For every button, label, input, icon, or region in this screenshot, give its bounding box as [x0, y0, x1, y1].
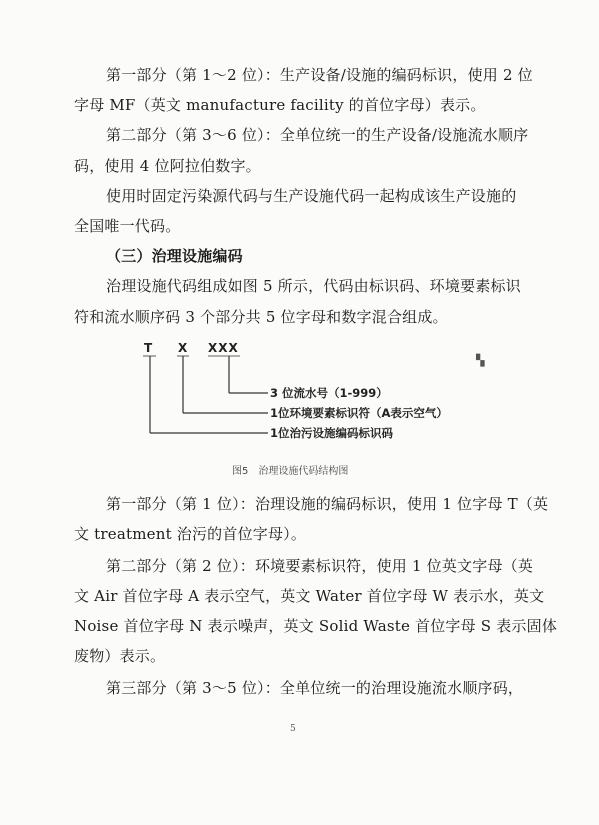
- part-1-line-2: 文 treatment 治污的首位字母）。: [74, 525, 307, 543]
- intro-line-1: 治理设施代码组成如图 5 所示，代码由标识码、环境要素标识: [106, 277, 521, 295]
- figure-caption: 图5 治理设施代码结构图: [232, 466, 349, 477]
- part-2-line-4: 废物）表示。: [74, 647, 166, 665]
- part-3-line-1: 第三部分（第 3～5 位）：全单位统一的治理设施流水顺序码，: [106, 679, 524, 697]
- paragraph-1-line-2: 字母 MF（英文 manufacture facility 的首位字母）表示。: [74, 96, 486, 114]
- paragraph-3-line-1: 使用时固定污染源代码与生产设施代码一起构成该生产设施的: [106, 187, 517, 205]
- part-2-line-1: 第二部分（第 2 位）：环境要素标识符，使用 1 位英文字母（英: [106, 557, 534, 575]
- intro-line-2: 符和流水顺序码 3 个部分共 5 位字母和数字混合组成。: [74, 308, 448, 326]
- label-facility-identifier: 1位治污设施编码标识码: [270, 426, 394, 440]
- paragraph-3-line-2: 全国唯一代码。: [74, 217, 181, 235]
- section-heading: （三）治理设施编码: [106, 247, 243, 265]
- paragraph-2-line-2: 码，使用 4 位阿拉伯数字。: [74, 157, 261, 175]
- code-part-xxx: XXX: [208, 341, 239, 355]
- page-number: 5: [290, 724, 296, 734]
- part-2-line-3: Noise 首位字母 N 表示噪声，英文 Solid Waste 首位字母 S 表示固体: [74, 617, 558, 635]
- code-part-t: T: [144, 341, 153, 355]
- code-part-x: X: [178, 341, 188, 355]
- margin-mark: ▚: [476, 354, 485, 367]
- label-environment-identifier: 1位环境要素标识符（A表示空气）: [270, 406, 448, 420]
- paragraph-1-line-1: 第一部分（第 1～2 位）：生产设备/设施的编码标识，使用 2 位: [106, 66, 533, 84]
- part-2-line-2: 文 Air 首位字母 A 表示空气，英文 Water 首位字母 W 表示水，英文: [74, 587, 545, 605]
- paragraph-2-line-1: 第二部分（第 3～6 位）：全单位统一的生产设备/设施流水顺序: [106, 126, 529, 144]
- part-1-line-1: 第一部分（第 1 位）：治理设施的编码标识，使用 1 位字母 T（英: [106, 495, 549, 513]
- label-serial-number: 3 位流水号（1-999）: [270, 386, 388, 400]
